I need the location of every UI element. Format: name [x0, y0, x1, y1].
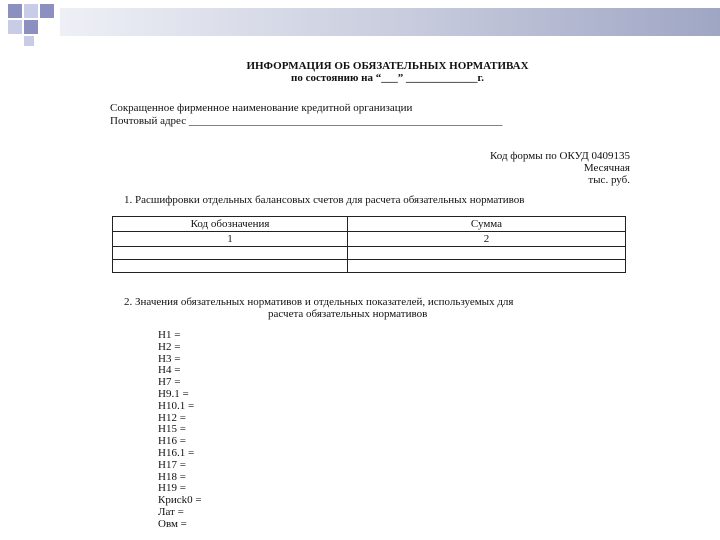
table-row [113, 260, 626, 273]
list-item: Н7 = [158, 376, 181, 389]
normatives-list [158, 330, 202, 531]
list-item: Н12 = [158, 411, 186, 424]
org-name-label: Сокращенное фирменное наименование кредитной организации [110, 102, 413, 114]
document-subtitle: по состоянию на “___” _____________г. [290, 72, 485, 84]
list-item: Н19 = [158, 482, 186, 495]
list-item: Крисk0 = [158, 494, 202, 507]
list-item: Н3 = [158, 352, 181, 365]
list-item: Н16.1 = [158, 446, 195, 459]
table-header-cell: Код обозначения [113, 217, 348, 232]
section2-title-line1: 2. Значения обязательных нормативов и отдельных показателей, используемых для [124, 296, 514, 308]
list-item: Н9.1 = [158, 387, 189, 400]
list-item: Н2 = [158, 340, 181, 353]
list-item: Н15 = [158, 423, 186, 436]
list-item: Лат = [158, 505, 184, 518]
table-cell [113, 247, 348, 260]
table-cell [348, 260, 626, 273]
table-cell [113, 260, 348, 273]
list-item: Н17 = [158, 458, 186, 471]
okud-code: Код формы по ОКУД 0409135 [489, 150, 630, 162]
balance-accounts-table [112, 216, 626, 273]
list-item: Н16 = [158, 435, 186, 448]
table-row [113, 247, 626, 260]
list-item: Н10.1 = [158, 399, 195, 412]
section1-title: 1. Расшифровки отдельных балансовых счетов для расчета обязательных нормативов [124, 194, 525, 206]
section2-title-line2: расчета обязательных нормативов [268, 308, 428, 320]
table-cell: 1 [113, 232, 348, 247]
units: тыс. руб. [588, 174, 630, 186]
list-item: Н18 = [158, 470, 186, 483]
table-row [113, 232, 626, 247]
periodicity: Месячная [583, 162, 630, 174]
document-title: ИНФОРМАЦИЯ ОБ ОБЯЗАТЕЛЬНЫХ НОРМАТИВАХ [246, 60, 529, 72]
table-cell [348, 247, 626, 260]
table-cell: 2 [348, 232, 626, 247]
table-header-cell: Сумма [348, 217, 626, 232]
table-header-row [113, 217, 626, 232]
list-item: Овм = [158, 517, 187, 530]
address-label: Почтовый адрес _________________________________________________________ [110, 115, 503, 127]
list-item: Н4 = [158, 364, 181, 377]
list-item: Н1 = [158, 329, 181, 341]
